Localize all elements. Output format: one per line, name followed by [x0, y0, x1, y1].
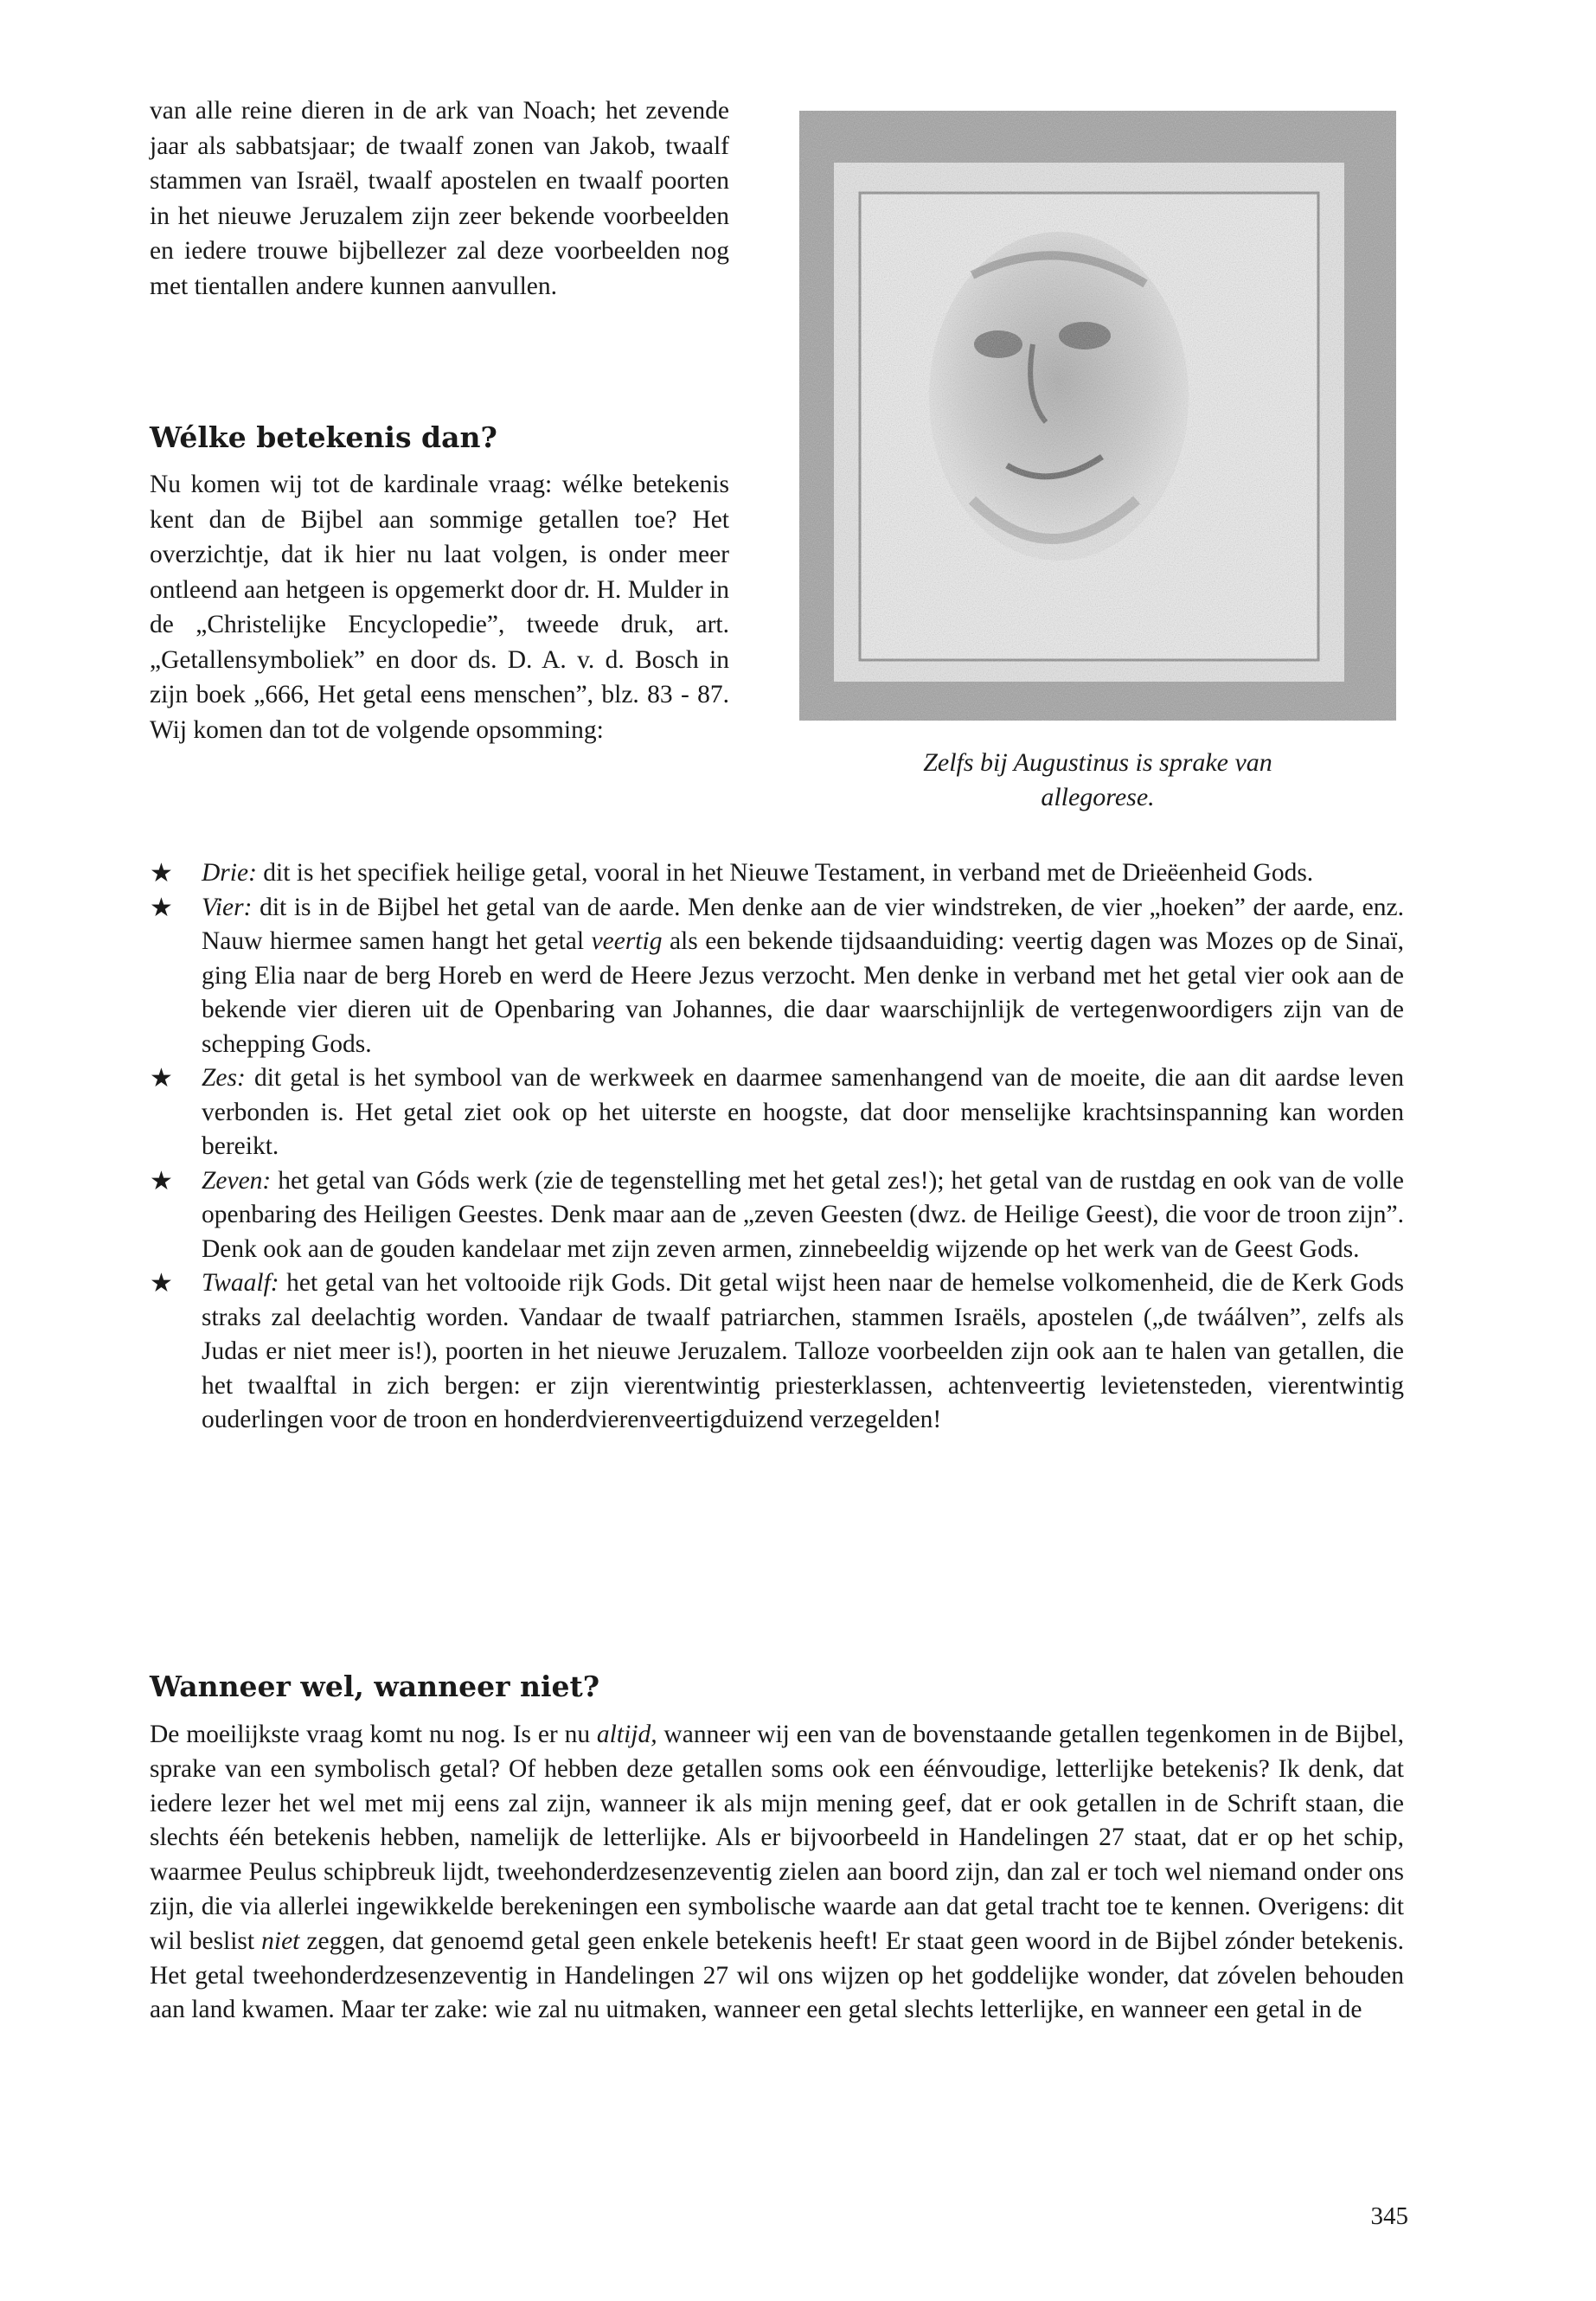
star-bullet-icon: ★ — [150, 1269, 173, 1298]
figure-caption — [799, 746, 1396, 815]
item-term: Drie: — [202, 859, 257, 887]
star-bullet-icon: ★ — [150, 1166, 173, 1195]
section-heading-wanneer: Wanneer wel, wanneer niet? — [150, 1670, 600, 1703]
item-term: Zes: — [202, 1064, 246, 1092]
item-emphasis: veertig — [591, 927, 663, 955]
caption-line-1: Zelfs bij Augustinus is sprake van — [923, 748, 1272, 777]
section2-text-2: wanneer wij een van de bovenstaande getallen tegenkomen in de Bijbel, sprake van een symbolisch getal? Of hebben deze getallen soms ook een éénvoudige, letterlijke betekenis? Ik denk, dat iedere lezer het wel met mij eens zal zijn, wanneer ik als mijn mening geef, dat er ook getallen in de Schrift staan, die slechts één betekenis hebben, namelijk de letterlijke. Als er bijvoorbeeld in Handelingen 27 staat, dat er op het schip, waarmee Peulus schipbreuk lijdt, tweehonderdzesenzeventig zielen aan boord zijn, dan zal er toch wel niemand onder ons zijn, die via allerlei ingewikkelde berekeningen een symbolische waarde aan dat getal tracht toe te kennen. Overigens: dit wil beslist — [150, 1721, 1405, 1955]
list-item-zes — [150, 1061, 1404, 1164]
section2-text-1: De moeilijkste vraag komt nu nog. Is er nu — [150, 1721, 597, 1748]
section2-column — [150, 1718, 1404, 2028]
item-text: het getal van het voltooide rijk Gods. Dit getal wijst heen naar de hemelse volkomenheid, die de Kerk Gods straks zal deelachtig worden. Vandaar de twaalf patriarchen, stammen Israëls, apostelen („de twáálven”, zelfs als Judas er niet meer is!), poorten in het nieuwe Jeruzalem. Talloze voorbeelden zijn ook aan te halen van getallen, die het twaalftal in zich bergen: er zijn vierentwintig priesterklassen, achtenveertig levietensteden, vierentwintig ouderlingen voor de troon en honderdvierenveertigduizend verzegelden! — [202, 1269, 1404, 1433]
item-text-continued: als een bekende tijdsaanduiding: veertig dagen was Mozes op de Sinaï, ging Elia naar de berg Horeb en werd de Heere Jezus verzocht. Men denke in verband met het getal vier ook aan de bekende vier dieren uit de Openbaring van Johannes, die daar waarschijnlijk de vertegenwoordigers zijn van de schepping Gods. — [202, 927, 1404, 1058]
item-term: Twaalf: — [202, 1269, 279, 1297]
intro-column — [150, 93, 729, 304]
section2-emphasis-niet: niet — [261, 1926, 300, 1955]
item-term: Vier: — [202, 893, 253, 921]
list-item-zeven — [150, 1164, 1404, 1267]
augustinus-mosaic-image — [799, 111, 1396, 721]
number-symbolism-list — [150, 856, 1404, 1438]
list-item-twaalf — [150, 1266, 1404, 1438]
star-bullet-icon: ★ — [150, 1064, 173, 1093]
section1-column — [150, 467, 729, 747]
section-heading-welke-betekenis: Wélke betekenis dan? — [150, 420, 497, 454]
item-text: dit getal is het symbool van de werkweek en daarmee samenhangend van de moeite, die aan dit aardse leven verbonden is. Het getal ziet ook op het uiterste en hoogste, dat door menselijke krachtsinspanning kan worden bereikt. — [202, 1064, 1404, 1160]
item-text: dit is het specifiek heilige getal, vooral in het Nieuwe Testament, in verband met de Drieëenheid Gods. — [256, 859, 1314, 887]
item-text: het getal van Góds werk (zie de tegenstelling met het getal zes!); het getal van de rustdag en ook van de volle openbaring des Heiligen Geestes. Denk maar aan de „zeven Geesten (dwz. de Heilige Geest), die voor de troon zijn”. Denk ook aan de gouden kandelaar met zijn zeven armen, zinnebeeldig wijzende op het werk van de Geest Gods. — [202, 1166, 1404, 1263]
section2-emphasis-altijd: altijd, — [596, 1721, 657, 1748]
star-bullet-icon: ★ — [150, 859, 173, 888]
mosaic-portrait-illustration — [799, 111, 1396, 721]
item-text: dit is in de Bijbel het getal van de aarde. Men denke aan de vier windstreken, de vier „hoeken” der aarde, enz. Nauw hiermee samen hangt het getal — [202, 893, 1404, 955]
section1-paragraph: Nu komen wij tot de kardinale vraag: wélke betekenis kent dan de Bijbel aan sommige getallen toe? Het overzichtje, dat ik hier nu laat volgen, is onder meer ontleend aan hetgeen is opgemerkt door dr. H. Mulder in de „Christelijke Encyclopedie”, tweede druk, art. „Getallensymboliek” en door ds. D. A. v. d. Bosch in zijn boek „666, Het getal eens menschen”, blz. 83 - 87. Wij komen dan tot de volgende opsomming: — [150, 471, 729, 744]
item-term: Zeven: — [202, 1166, 272, 1195]
caption-line-2: allegorese. — [1041, 783, 1155, 811]
list-item-drie — [150, 856, 1404, 891]
intro-paragraph: van alle reine dieren in de ark van Noach; het zevende jaar als sabbatsjaar; de twaalf zonen van Jakob, twaalf stammen van Israël, twaalf apostelen en twaalf poorten in het nieuwe Jeruzalem zijn zeer bekende voorbeelden en iedere trouwe bijbellezer zal deze voorbeelden nog met tientallen andere kunnen aanvullen. — [150, 97, 729, 300]
list-item-vier — [150, 891, 1404, 1062]
section2-text-3: zeggen, dat genoemd getal geen enkele betekenis heeft! Er staat geen woord in de Bijbel zónder betekenis. Het getal tweehonderdzesenzeventig in Handelingen 27 wil ons wijzen op het goddelijke wonder, dat zóvelen behouden aan land kwamen. Maar ter zake: wie zal nu uitmaken, wanneer een getal slechts letterlijke, en wanneer een getal in de — [150, 1926, 1404, 2024]
section2-paragraph — [150, 1718, 1404, 2028]
page-number: 345 — [1370, 2202, 1408, 2230]
star-bullet-icon: ★ — [150, 893, 173, 922]
